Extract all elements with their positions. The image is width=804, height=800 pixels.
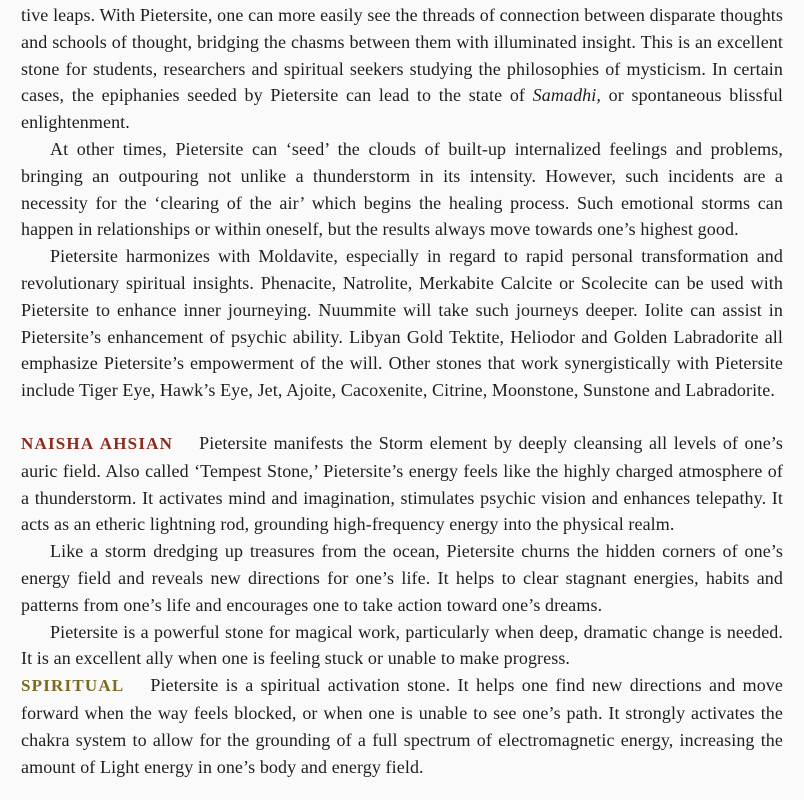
- paragraph: [21, 430, 783, 538]
- heading-spiritual: SPIRITUAL: [21, 676, 125, 696]
- paragraph: [21, 672, 783, 780]
- text-run: or spontaneous blissful enlightenment.: [21, 85, 784, 133]
- paragraph: [21, 2, 783, 136]
- heading-naisha-ahsian: NAISHA AHSIAN: [21, 433, 174, 453]
- text-run: At other times, Pietersite can ‘seed’ the clouds of built-up internalized feelings and problems, bringing an outpouring not unlike a thunderstorm in its intensity. However, such incidents are a necessity for the ‘clearing of the air’ which begins the healing process. Such emotional storms can happen in relationships or within oneself, but the results always move towards one’s highest good.: [21, 138, 783, 240]
- paragraph: [21, 136, 783, 243]
- text-run: Pietersite is a spiritual activation stone. It helps one find new directions and move forward when the way feels blocked, or when one is unable to see one’s path. It strongly activates the chakra system to allow for the grounding of a full spectrum of electromagnetic energy, increasing the amount of Light energy in one’s body and energy field.: [21, 675, 783, 777]
- paragraph: [21, 619, 783, 673]
- text-run: Pietersite harmonizes with Moldavite, especially in regard to rapid personal transformation and revolutionary spiritual insights. Phenacite, Natrolite, Merkabite Calcite or Scolecite can be used with Pietersite to enhance inner journeying. Nuummite will take such journeys deeper. Iolite can assist in Pietersite’s enhancement of psychic ability. Libyan Gold Tektite, Heliodor and Golden Labradorite all emphasize Pietersite’s empowerment of the will. Other stones that work synergistically with Pietersite include Tiger Eye, Hawk’s Eye, Jet, Ajoite, Cacoxenite, Citrine, Moonstone, Sunstone and Labradorite.: [21, 246, 783, 401]
- paragraph: [21, 538, 783, 618]
- paragraph: [21, 243, 783, 404]
- text-run: Like a storm dredging up treasures from the ocean, Pietersite churns the hidden corners of one’s energy field and reveals new directions for one’s life. It helps to clear stagnant energies, habits and patterns from one’s life and encourages one to take action toward one’s dreams.: [21, 541, 783, 615]
- text-run: Pietersite is a powerful stone for magical work, particularly when deep, dramatic change is needed. It is an excellent ally when one is feeling stuck or unable to make progress.: [21, 621, 783, 669]
- page-text: [21, 2, 783, 780]
- text-run: tive leaps. With Pietersite, one can more easily see the threads of connection between disparate thoughts and schools of thought, bridging the chasms between them with illuminated insight. This is an excellent stone for students, researchers and spiritual seekers studying the philosophies of mysticism. In certain cases, the epiphanies seeded by Pietersite can lead to the state of: [21, 5, 783, 106]
- text-run: Pietersite manifests the Storm element by deeply cleansing all levels of one’s auric field. Also called ‘Tempest Stone,’ Pietersite’s energy feels like the highly charged atmosphere of a thunderstorm. It activates mind and imagination, stimulates psychic vision and enhances telepathy. It acts as an etheric lightning rod, grounding high-frequency energy into the physical realm.: [21, 432, 783, 535]
- text-run: Samadhi,: [532, 85, 601, 106]
